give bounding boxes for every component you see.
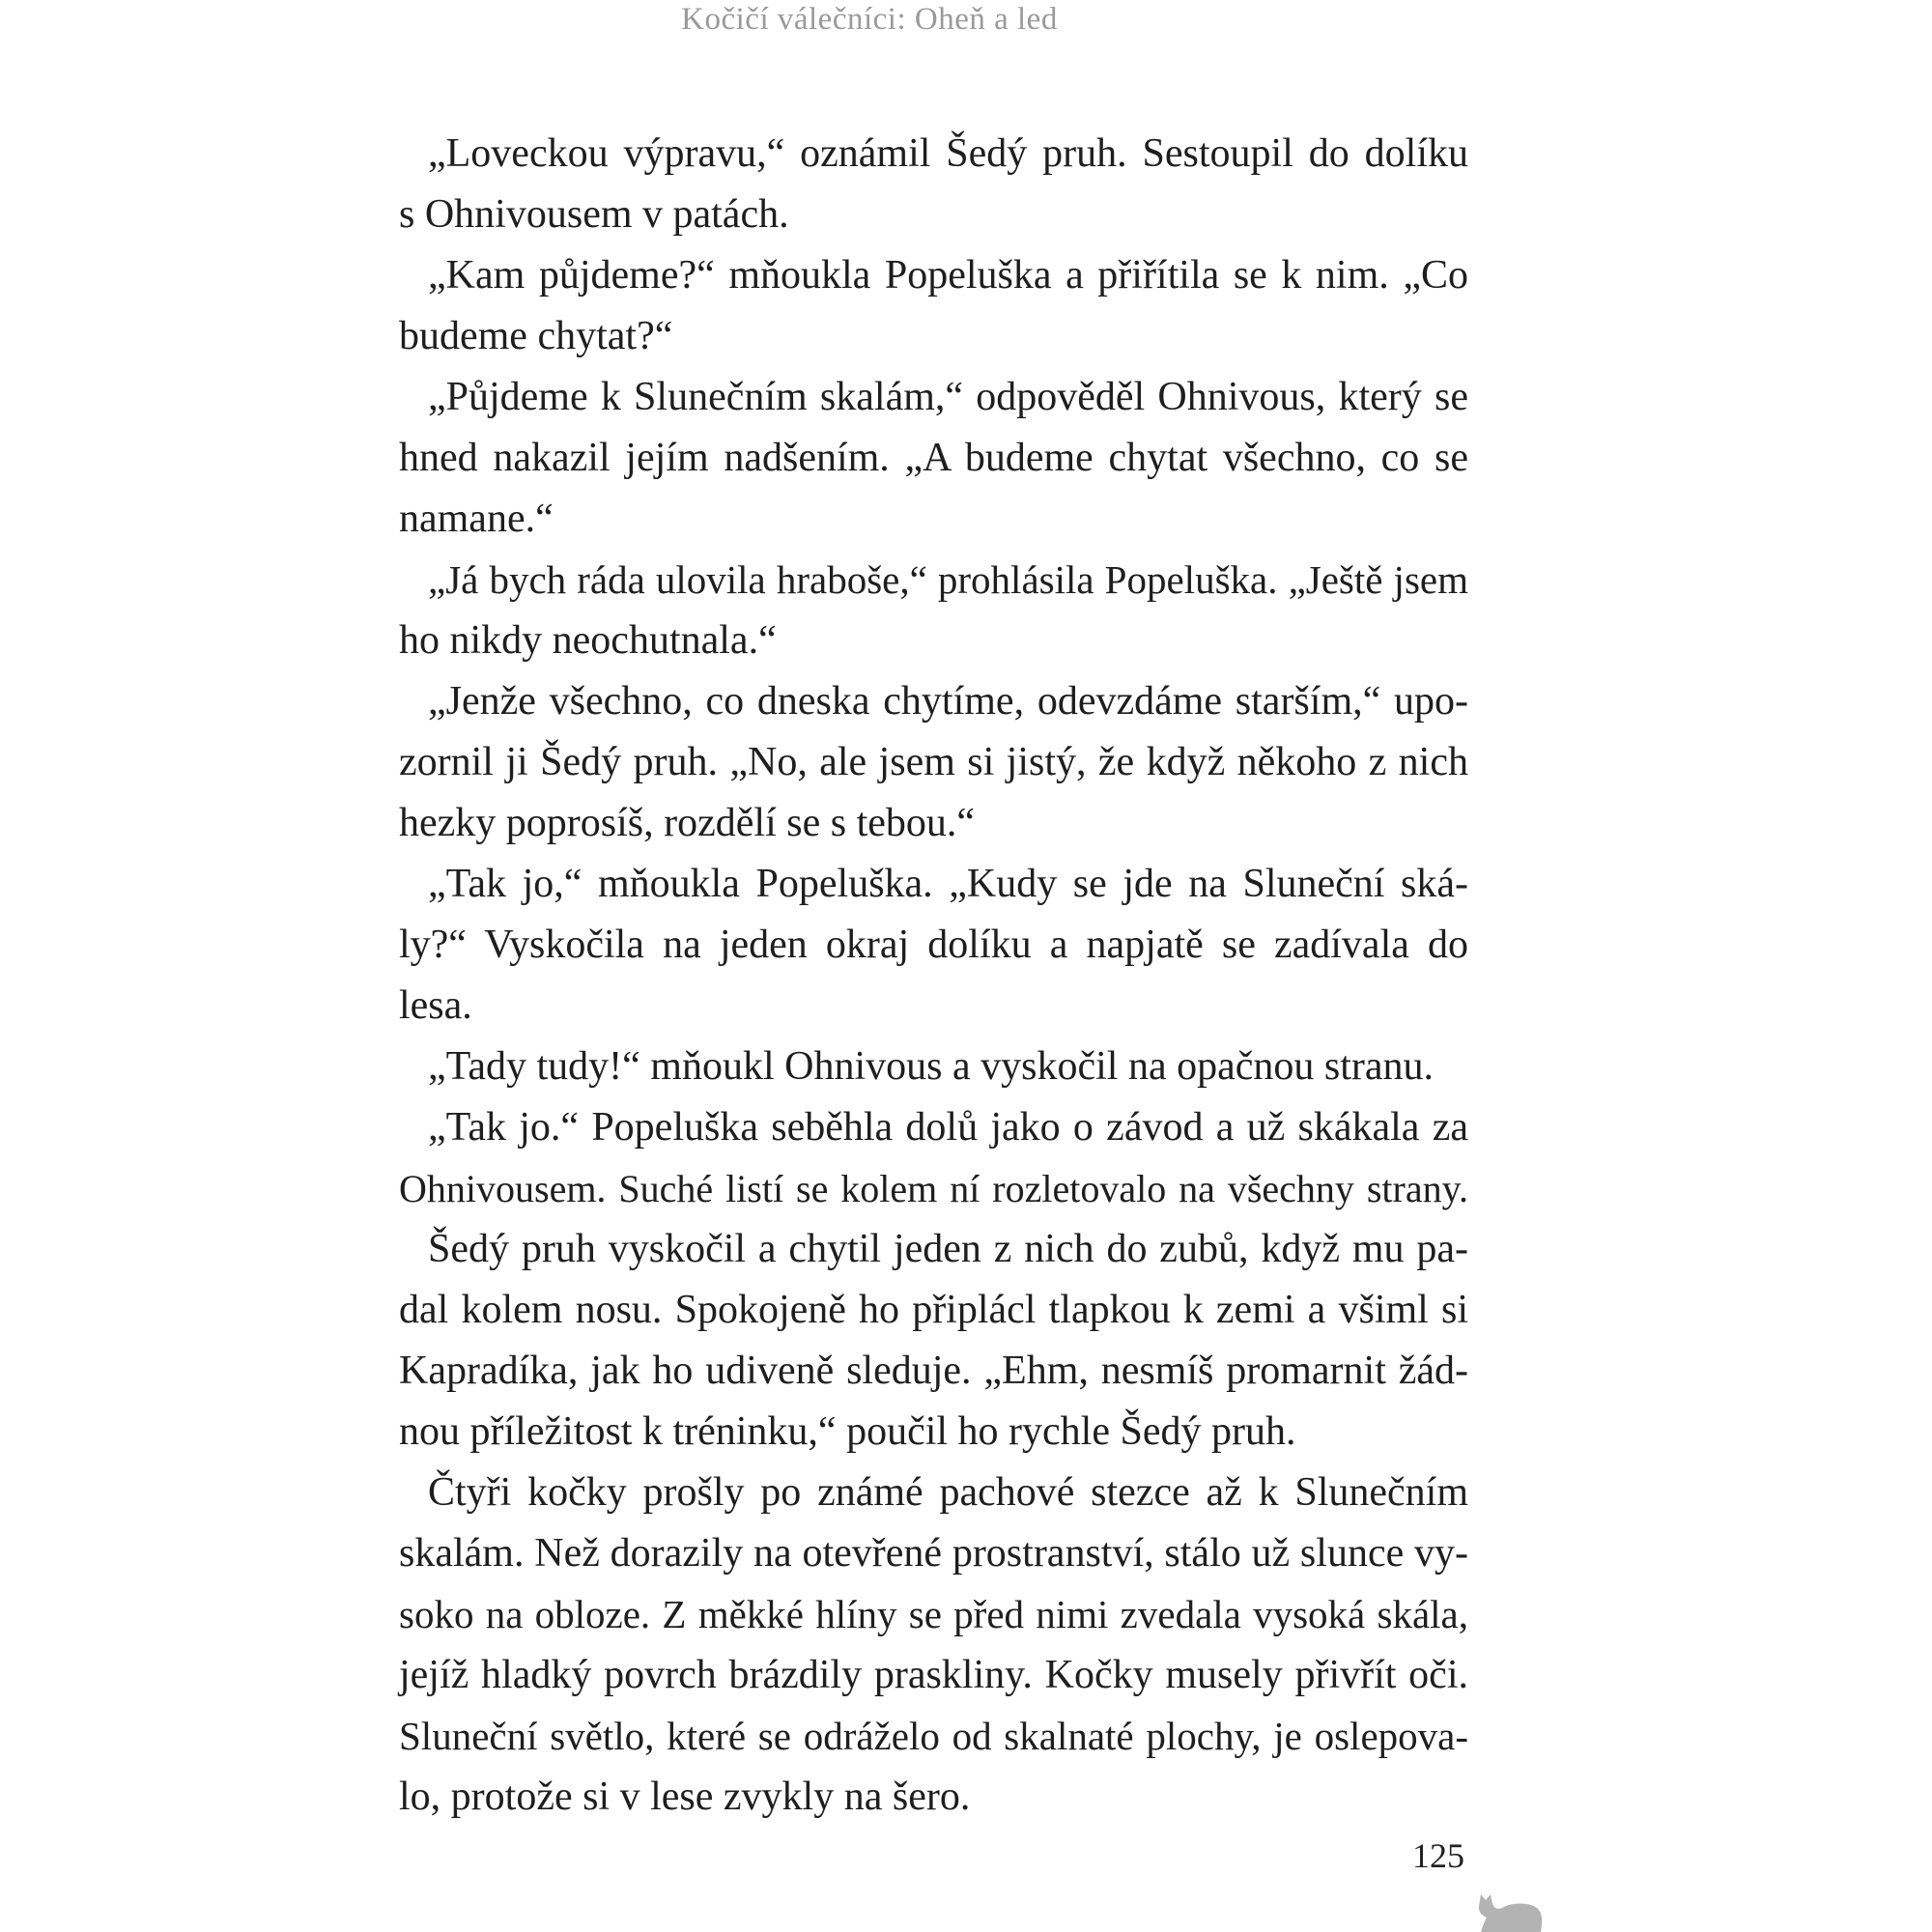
text-line: jejíž hladký povrch brázdily praskliny. Kočky musely přivřít oči. bbox=[399, 1653, 1468, 1697]
body-text bbox=[399, 124, 1468, 1828]
text-line: „Kam půjdeme?“ mňoukla Popeluška a přiřítila se k nim. „Co bbox=[428, 253, 1468, 298]
text-line: „Tady tudy!“ mňoukl Ohnivous a vyskočil na opačnou stranu. bbox=[428, 1044, 1435, 1089]
text-line: Kapradíka, jak ho udiveně sleduje. „Ehm, nesmíš promarnit žád- bbox=[399, 1349, 1468, 1393]
text-line: „Jenže všechno, co dneska chytíme, odevzdáme starším,“ upo- bbox=[428, 679, 1468, 724]
text-line: Šedý pruh vyskočil a chytil jeden z nich do zubů, když mu pa- bbox=[428, 1227, 1468, 1271]
text-line: s Ohnivousem v patách. bbox=[399, 192, 789, 237]
text-line: „Půjdeme k Slunečním skalám,“ odpověděl Ohnivous, který se bbox=[428, 375, 1468, 419]
text-line: ly?“ Vyskočila na jeden okraj dolíku a napjatě se zadívala do bbox=[399, 923, 1468, 967]
text-line: „Tak jo,“ mňoukla Popeluška. „Kudy se jde na Sluneční ská- bbox=[428, 862, 1468, 906]
page-number: 125 bbox=[1412, 1836, 1464, 1875]
text-line: „Loveckou výpravu,“ oznámil Šedý pruh. Sestoupil do dolíku bbox=[428, 131, 1468, 176]
text-line: skalám. Než dorazily na otevřené prostranství, stálo už slunce vy- bbox=[399, 1531, 1468, 1576]
text-line: soko na obloze. Z měkké hlíny se před nimi zvedala vysoká skála, bbox=[399, 1592, 1468, 1636]
text-line: hned nakazil jejím nadšením. „A budeme chytat všechno, co se bbox=[399, 436, 1468, 480]
text-line: „Já bych ráda ulovila hraboše,“ prohlásila Popeluška. „Ještě jsem bbox=[428, 557, 1468, 602]
text-line: Sluneční světlo, které se odráželo od skalnaté plochy, je oslepova- bbox=[399, 1714, 1468, 1758]
text-line: Ohnivousem. Suché listí se kolem ní rozletovalo na všechny strany. bbox=[399, 1167, 1468, 1210]
running-header: Kočičí válečníci: Oheň a led bbox=[681, 2, 1058, 37]
text-line: Čtyři kočky prošly po známé pachové stezce až k Slunečním bbox=[428, 1470, 1468, 1515]
text-line: „Tak jo.“ Popeluška seběhla dolů jako o závod a už skákala za bbox=[428, 1105, 1468, 1150]
text-line: lesa. bbox=[399, 983, 472, 1028]
text-line: dal kolem nosu. Spokojeně ho připlácl tlapkou k zemi a všiml si bbox=[399, 1288, 1468, 1332]
cat-silhouette-icon bbox=[1473, 1889, 1550, 1932]
text-line: budeme chytat?“ bbox=[399, 314, 673, 358]
text-line: lo, protože si v lese zvykly na šero. bbox=[399, 1775, 971, 1819]
text-line: namane.“ bbox=[399, 497, 554, 541]
text-line: nou příležitost k tréninku,“ poučil ho rychle Šedý pruh. bbox=[399, 1409, 1296, 1454]
text-line: hezky poprosíš, rozdělí se s tebou.“ bbox=[399, 801, 976, 845]
text-line: ho nikdy neochutnala.“ bbox=[399, 618, 777, 663]
text-line: zornil ji Šedý pruh. „No, ale jsem si jistý, že když někoho z nich bbox=[399, 740, 1468, 784]
